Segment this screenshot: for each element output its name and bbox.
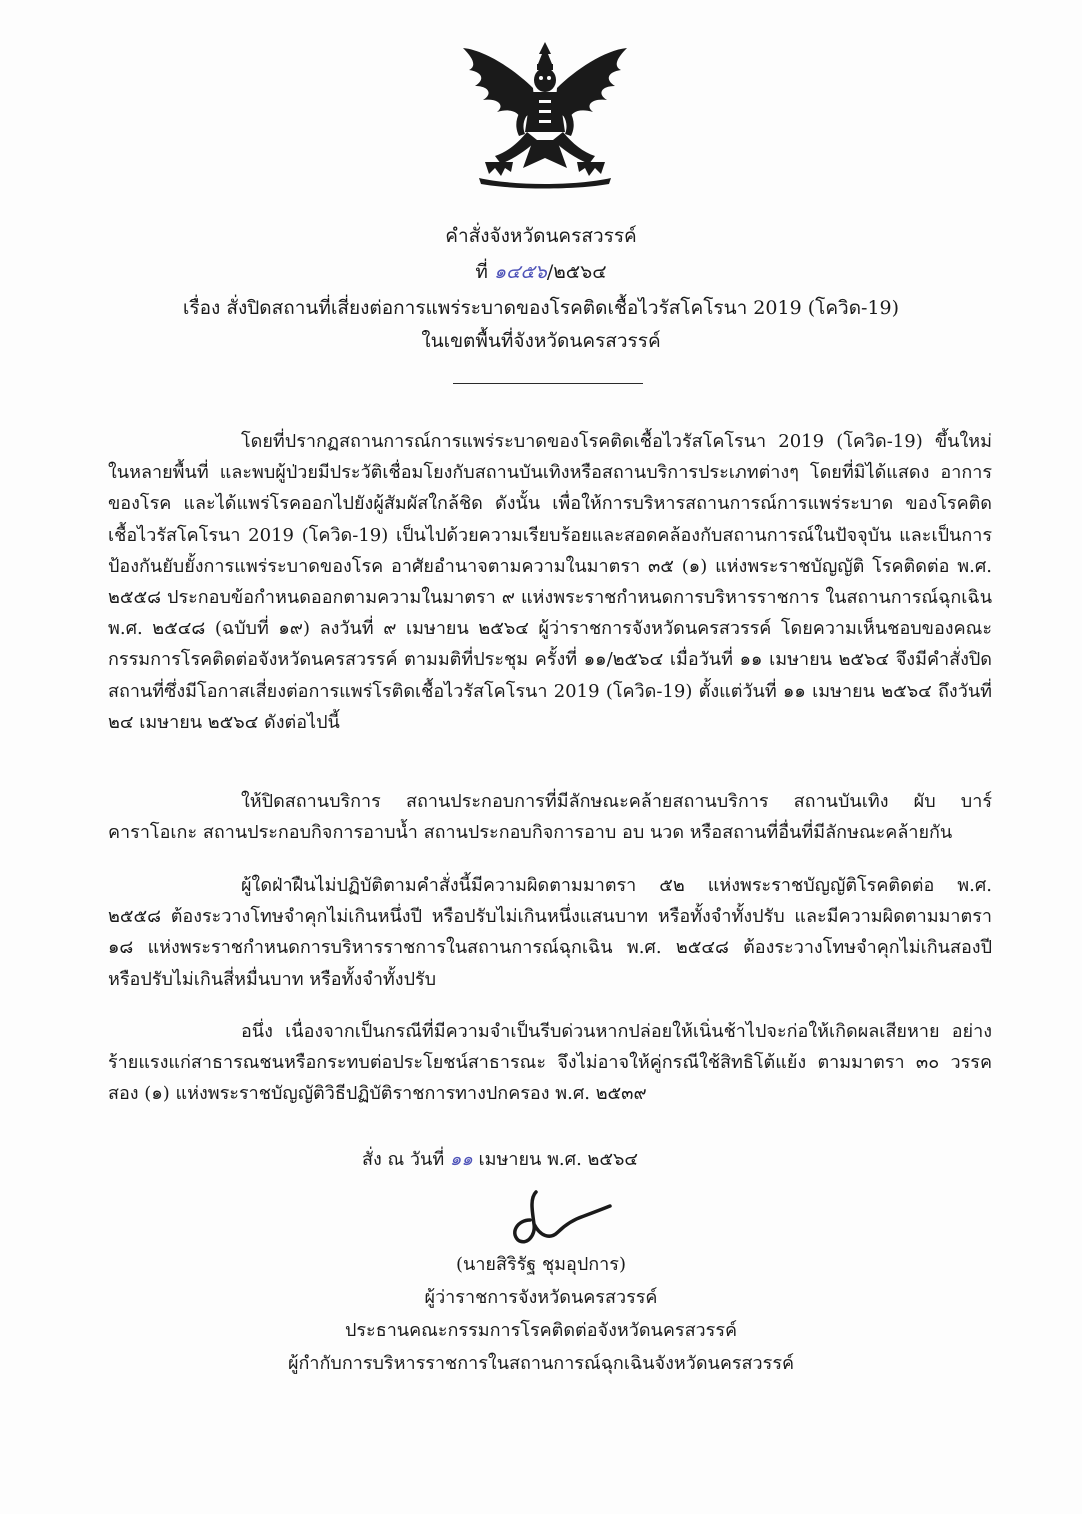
signer-position-governor: ผู้ว่าราชการจังหวัดนครสวรรค์ bbox=[424, 1287, 658, 1308]
order-subject: เรื่อง สั่งปิดสถานที่เสี่ยงต่อการแพร่ระบาดของโรคติดเชื้อไวรัสโคโรนา 2019 (โควิด-19) bbox=[182, 297, 900, 319]
handwritten-signature bbox=[500, 1180, 620, 1250]
order-date bbox=[362, 1143, 962, 1177]
order-date-handwritten: ๑๑ bbox=[449, 1149, 473, 1170]
order-number-handwritten: ๑๔๕๖ bbox=[493, 261, 547, 283]
body-paragraph-4: อนึ่ง เนื่องจากเป็นกรณีที่มีความจำเป็นรีบด่วนหากปล่อยให้เนิ่นช้าไปจะก่อให้เกิดผลเสียหาย อย่างร้ายแรงแก่สาธารณชนหรือกระทบต่อประโยชน์สาธารณะ จึงไม่อาจให้คู่กรณีใช้สิทธิโต้แย้ง ตามมาตรา ๓๐ วรรคสอง (๑) แห่งพระราชบัญญัติวิธีปฏิบัติราชการทางปกครอง พ.ศ. ๒๕๓๙ bbox=[108, 1021, 992, 1105]
signer-position-emergency-supervisor: ผู้กำกับการบริหารราชการในสถานการณ์ฉุกเฉินจังหวัดนครสวรรค์ bbox=[287, 1353, 795, 1374]
order-title: คำสั่งจังหวัดนครสวรรค์ bbox=[445, 225, 637, 247]
order-number bbox=[0, 254, 1082, 290]
order-number-suffix: /๒๕๖๔ bbox=[546, 261, 607, 283]
body-paragraph-2: ให้ปิดสถานบริการ สถานประกอบการที่มีลักษณะคล้ายสถานบริการ สถานบันเทิง ผับ บาร์ คาราโอเกะ สถานประกอบกิจการอาบน้ำ สถานประกอบกิจการอาบ อบ นวด หรือสถานที่อื่นที่มีลักษณะคล้ายกัน bbox=[108, 791, 992, 844]
garuda-emblem-icon bbox=[455, 40, 635, 190]
body-paragraph-1: โดยที่ปรากฏสถานการณ์การแพร่ระบาดของโรคติดเชื้อไวรัสโคโรนา 2019 (โควิด-19) ขึ้นใหม่ ในหลายพื้นที่ และพบผู้ป่วยมีประวัติเชื่อมโยงกับสถานบันเทิงหรือสถานบริการประเภทต่างๆ โดยที่มิได้แสดง อาการของโรค และได้แพร่โรคออกไปยังผู้สัมผัสใกล้ชิด ดังนั้น เพื่อให้การบริหารสถานการณ์การแพร่ระบาด ของโรคติดเชื้อไวรัสโคโรนา 2019 (โควิด-19) เป็นไปด้วยความเรียบร้อยและสอดคล้องกับสถานการณ์ในปัจจุบัน และเป็นการป้องกันยับยั้งการแพร่ระบาดของโรค อาศัยอำนาจตามความในมาตรา ๓๕ (๑) แห่งพระราชบัญญัติ โรคติดต่อ พ.ศ. ๒๕๕๘ ประกอบข้อกำหนดออกตามความในมาตรา ๙ แห่งพระราชกำหนดการบริหารราชการ ในสถานการณ์ฉุกเฉิน พ.ศ. ๒๕๔๘ (ฉบับที่ ๑๙) ลงวันที่ ๙ เมษายน ๒๕๖๔ ผู้ว่าราชการจังหวัดนครสวรรค์ โดยความเห็นชอบของคณะกรรมการโรคติดต่อจังหวัดนครสวรรค์ ตามมติที่ประชุม ครั้งที่ ๑๑/๒๕๖๔ เมื่อวันที่ ๑๑ เมษายน ๒๕๖๔ จึงมีคำสั่งปิดสถานที่ซึ่งมีโอกาสเสี่ยงต่อการแพร่โรติดเชื้อไวรัสโคโรนา 2019 (โควิด-19) ตั้งแต่วันที่ ๑๑ เมษายน ๒๕๖๔ ถึงวันที่ ๒๔ เมษายน ๒๕๖๔ ดังต่อไปนี้ bbox=[108, 431, 992, 733]
signer-name: (นายสิริรัฐ ชุมอุปการ) bbox=[456, 1254, 626, 1275]
order-date-suffix: เมษายน พ.ศ. ๒๕๖๔ bbox=[472, 1149, 639, 1170]
order-number-prefix: ที่ bbox=[475, 261, 494, 283]
body-paragraph-3: ผู้ใดฝ่าฝืนไม่ปฏิบัติตามคำสั่งนี้มีความผิดตามมาตรา ๕๒ แห่งพระราชบัญญัติโรคติดต่อ พ.ศ. ๒๕๕๘ ต้องระวางโทษจำคุกไม่เกินหนึ่งปี หรือปรับไม่เกินหนึ่งแสนบาท หรือทั้งจำทั้งปรับ และมีความผิดตามมาตรา ๑๘ แห่งพระราชกำหนดการบริหารราชการในสถานการณ์ฉุกเฉิน พ.ศ. ๒๕๔๘ ต้องระวางโทษจำคุกไม่เกินสองปี หรือปรับไม่เกินสี่หมื่นบาท หรือทั้งจำทั้งปรับ bbox=[108, 875, 992, 990]
signer-position-committee-chair: ประธานคณะกรรมการโรคติดต่อจังหวัดนครสวรรค์ bbox=[344, 1320, 738, 1341]
order-date-prefix: สั่ง ณ วันที่ bbox=[362, 1149, 450, 1170]
order-subject-line2: ในเขตพื้นที่จังหวัดนครสวรรค์ bbox=[421, 330, 661, 352]
header-divider bbox=[453, 383, 643, 384]
